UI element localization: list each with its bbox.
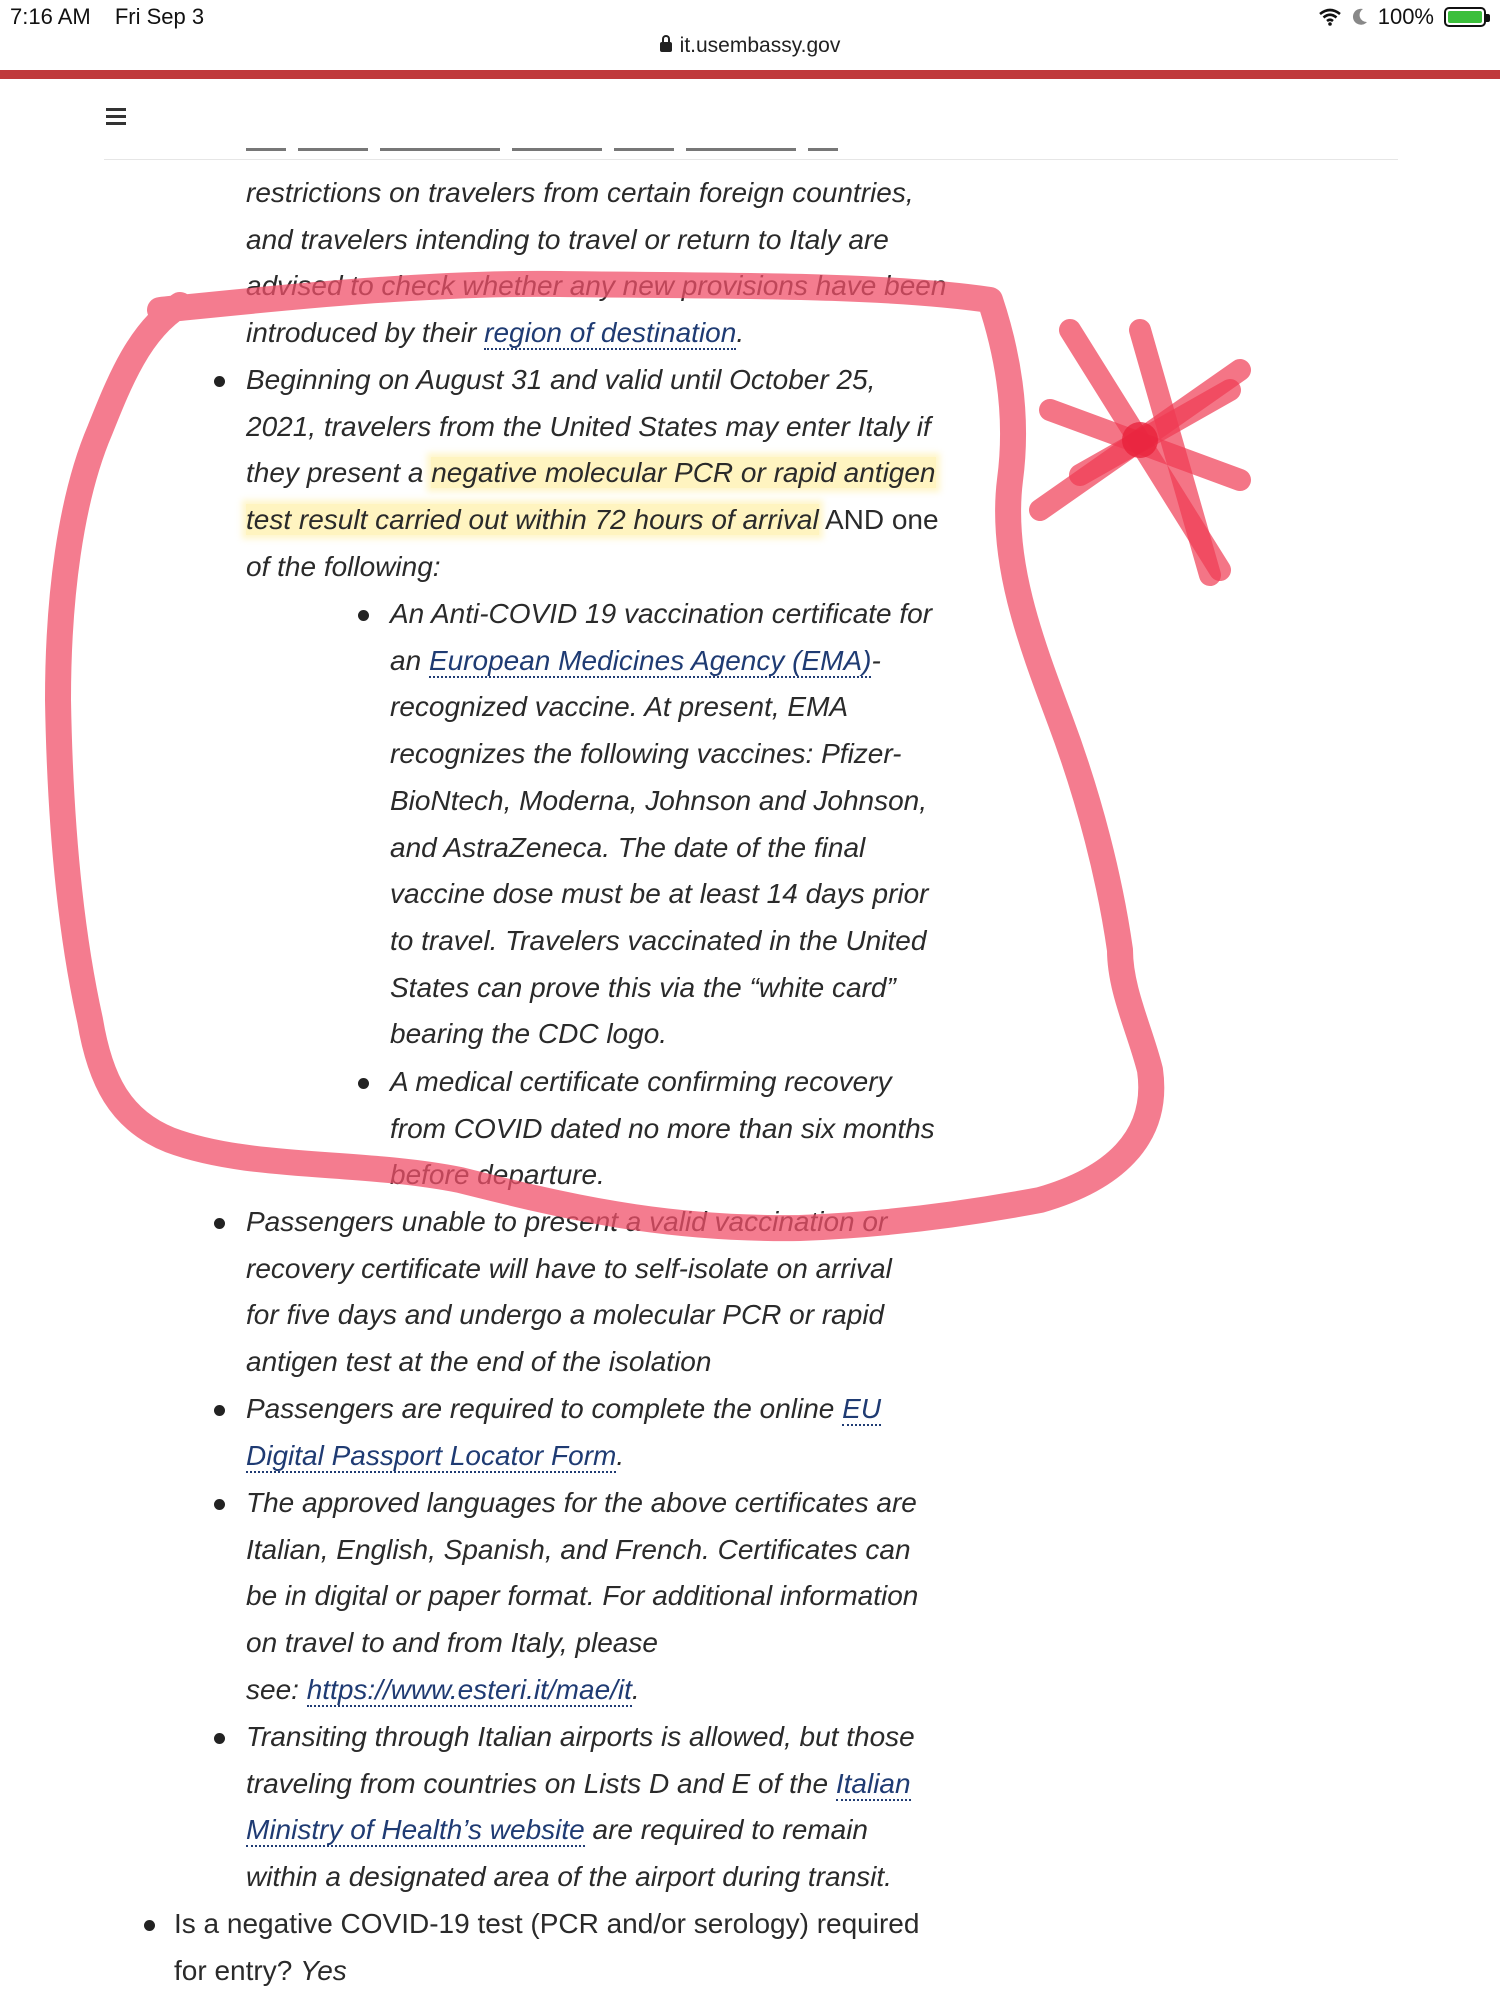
- text-line: BioNtech, Moderna, Johnson and Johnson,: [390, 784, 928, 816]
- list-item: [390, 591, 950, 1058]
- bullet-icon: [358, 610, 369, 621]
- list-item: [246, 357, 966, 591]
- list-item: [246, 1386, 966, 1479]
- text-line: An Anti-COVID 19 vaccination certificate for: [390, 598, 933, 629]
- text-line: Is a negative COVID-19 test (PCR and/or serology) required: [174, 1908, 920, 1939]
- eu-passport-locator-link[interactable]: Digital Passport Locator Form: [246, 1439, 617, 1471]
- text-span: traveling from countries on Lists D and E of the: [246, 1767, 836, 1799]
- text-span: .: [616, 1439, 625, 1471]
- bullet-icon: [144, 1920, 155, 1931]
- text-span: Passengers are required to complete the online: [246, 1393, 843, 1424]
- text-line: and travelers intending to travel or return to Italy are: [246, 223, 889, 255]
- status-time-date: [10, 4, 222, 30]
- text-line: Passengers unable to present a valid vaccination or: [246, 1206, 888, 1237]
- bullet-icon: [214, 1218, 225, 1229]
- list-item: [246, 1714, 966, 1901]
- text-line: [246, 1386, 966, 1433]
- text-span: .: [631, 1673, 640, 1705]
- site-header-bar: [0, 70, 1500, 79]
- list-item: [246, 1199, 966, 1386]
- text-line: Italian, English, Spanish, and French. Certificates can: [246, 1533, 911, 1565]
- text-line: be in digital or paper format. For additional information: [246, 1580, 919, 1612]
- lock-icon: [660, 42, 672, 52]
- url-text: it.usembassy.gov: [679, 34, 841, 57]
- text-line: of the following:: [246, 550, 441, 582]
- text-line: to travel. Travelers vaccinated in the United: [390, 924, 927, 956]
- bullet-icon: [358, 1078, 369, 1089]
- text-line: Transiting through Italian airports is allowed, but those: [246, 1721, 915, 1752]
- asterisk-star-annotation: [1040, 330, 1240, 575]
- text-line: A medical certificate confirming recovery: [390, 1066, 892, 1097]
- intro-paragraph: [246, 170, 966, 357]
- text-line: [246, 310, 966, 357]
- star-center-mark: [1122, 422, 1158, 458]
- text-line: restrictions on travelers from certain foreign countries,: [246, 177, 914, 208]
- highlighted-text: test result carried out within 72 hours of arrival: [246, 504, 819, 536]
- region-of-destination-link[interactable]: region of destination: [484, 317, 737, 349]
- text-line: recovery certificate will have to self-isolate on arrival: [246, 1252, 892, 1284]
- text-line: [246, 1761, 966, 1808]
- wifi-icon: [1318, 8, 1342, 26]
- esteri-link[interactable]: https://www.esteri.it/mae/it: [306, 1673, 632, 1705]
- address-bar[interactable]: [0, 34, 1500, 58]
- text-span: see:: [246, 1673, 307, 1705]
- text-line: bearing the CDC logo.: [390, 1018, 668, 1050]
- text-line: [246, 497, 966, 544]
- text-span: -: [871, 644, 881, 676]
- text-line: States can prove this via the “white card”: [390, 971, 896, 1003]
- text-span: .: [736, 317, 745, 349]
- text-line: for five days and undergo a molecular PCR or rapid: [246, 1299, 885, 1331]
- text-line: [246, 450, 966, 497]
- text-line: on travel to and from Italy, please: [246, 1627, 658, 1659]
- text-line: [246, 1433, 966, 1480]
- bullet-icon: [214, 1499, 225, 1510]
- text-line: [246, 1667, 966, 1714]
- hamburger-menu-icon[interactable]: [106, 108, 126, 126]
- text-line: antigen test at the end of the isolation: [246, 1346, 712, 1378]
- text-line: vaccine dose must be at least 14 days prior: [390, 878, 929, 910]
- text-span: an: [390, 644, 429, 676]
- text-line: The approved languages for the above certificates are: [246, 1487, 917, 1518]
- text-line: and AstraZeneca. The date of the final: [390, 831, 866, 863]
- status-indicators: [1318, 4, 1486, 30]
- bullet-icon: [214, 376, 225, 387]
- text-line: [390, 638, 950, 685]
- text-line: from COVID dated no more than six months: [390, 1112, 935, 1144]
- text-span: introduced by their: [246, 317, 485, 349]
- ministry-of-health-link[interactable]: Italian: [835, 1767, 911, 1799]
- text-line: recognizes the following vaccines: Pfizer-: [390, 738, 902, 770]
- header-divider: [104, 159, 1398, 160]
- bullet-icon: [214, 1405, 225, 1416]
- list-item: [390, 1059, 950, 1199]
- eu-passport-locator-link[interactable]: EU: [842, 1393, 882, 1424]
- ministry-of-health-link[interactable]: Ministry of Health’s website: [246, 1814, 585, 1846]
- text-line: before departure.: [390, 1159, 605, 1191]
- battery-percent: 100%: [1377, 4, 1434, 29]
- text-span: are required to remain: [584, 1814, 868, 1846]
- clipped-text-line: [246, 148, 946, 154]
- moon-icon: [1352, 8, 1368, 26]
- list-item: [246, 1480, 966, 1714]
- text-line: within a designated area of the airport during transit.: [246, 1861, 892, 1893]
- text-line: recognized vaccine. At present, EMA: [390, 691, 849, 723]
- text-line: Beginning on August 31 and valid until October 25,: [246, 364, 876, 395]
- text-line: 2021, travelers from the United States may enter Italy if: [246, 410, 931, 442]
- text-span: AND one: [818, 504, 939, 536]
- status-bar: [0, 0, 1500, 36]
- status-date: Fri Sep 3: [114, 4, 205, 29]
- status-time: 7:16 AM: [10, 4, 91, 29]
- bullet-icon: [214, 1733, 225, 1744]
- battery-icon: [1444, 7, 1486, 27]
- text-line: advised to check whether any new provisions have been: [246, 270, 947, 302]
- text-line: [246, 1807, 966, 1854]
- faq-answer: Yes: [300, 1954, 347, 1986]
- text-span: they present a: [246, 457, 432, 489]
- text-line: [174, 1948, 974, 1995]
- ema-link[interactable]: European Medicines Agency (EMA): [428, 644, 872, 676]
- faq-question: [174, 1901, 974, 1994]
- text-span: for entry?: [174, 1954, 301, 1986]
- highlighted-text: negative molecular PCR or rapid antigen: [431, 457, 936, 489]
